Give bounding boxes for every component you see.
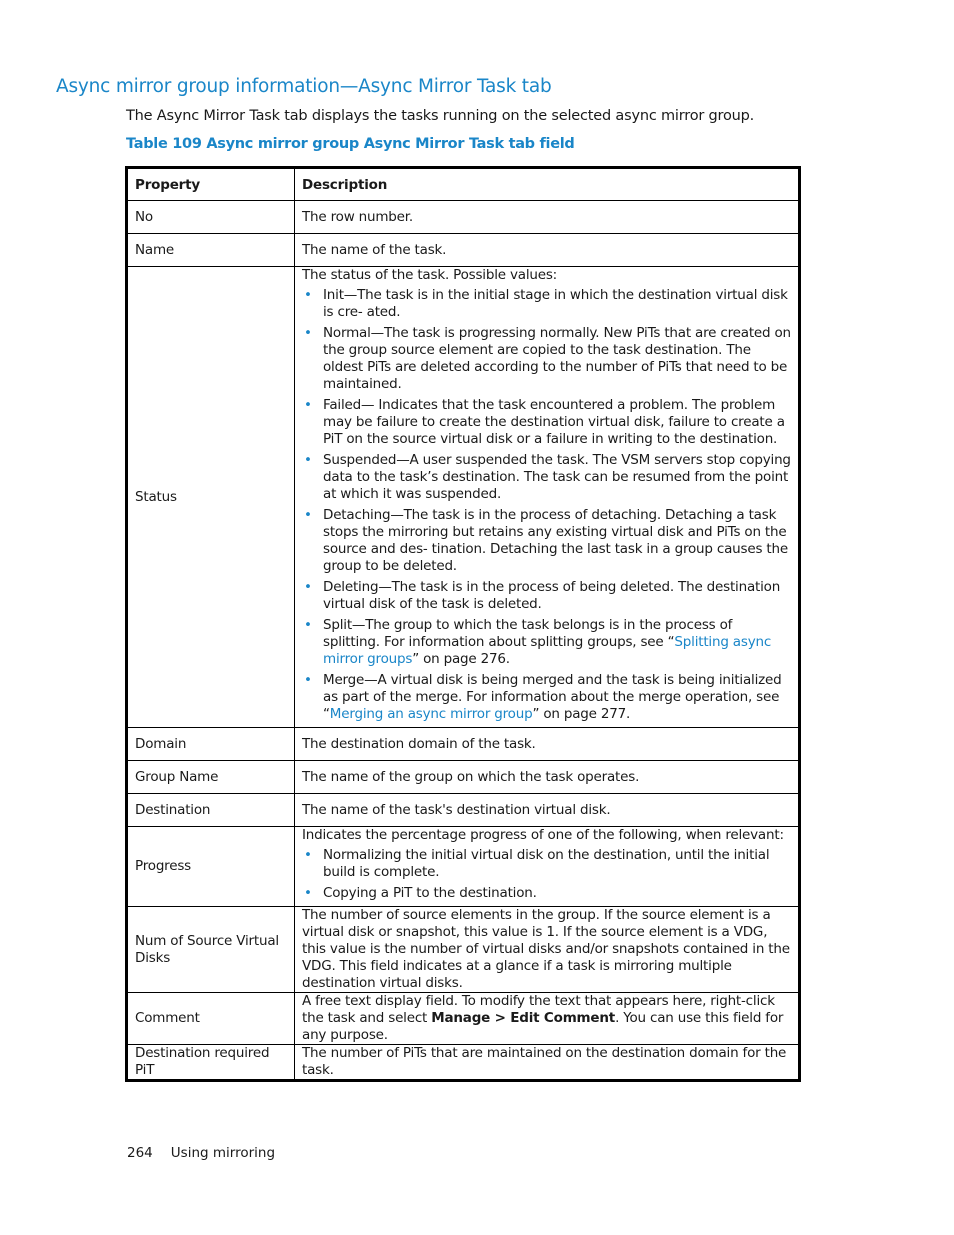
table-caption: Table 109 Async mirror group Async Mirror Task tab field [126, 136, 575, 152]
properties-table [125, 166, 801, 1082]
description-cell: The name of the group on which the task operates. [295, 761, 800, 794]
progress-values-list [302, 847, 792, 902]
list-item: • Suspended—A user suspended the task. The VSM servers stop copying data to the task’s destination. The task can be resumed from the point at which it was suspended. [316, 452, 792, 503]
intro-paragraph: The Async Mirror Task tab displays the tasks running on the selected async mirror group. [126, 108, 755, 124]
list-item: • Failed— Indicates that the task encountered a problem. The problem may be failure to create the destination virtual disk, failure to create a PiT on the source virtual disk or a failure in writing to the destination. [316, 397, 792, 448]
property-cell: Domain [127, 728, 295, 761]
header-property: Property [127, 168, 295, 201]
table-row [127, 1045, 800, 1081]
merging-group-link[interactable]: Merging an async mirror group [329, 706, 533, 722]
table-row [127, 728, 800, 761]
list-item: • Copying a PiT to the destination. [316, 885, 792, 902]
comment-text: A free text display field. To modify the text that appears here, right-click the task and select [302, 993, 775, 1026]
property-cell: Num of Source Virtual Disks [127, 907, 295, 993]
table-row [127, 234, 800, 267]
description-cell: The row number. [295, 201, 800, 234]
list-item: • Normal—The task is progressing normally. New PiTs that are created on the group source element are copied to the task destination. The oldest PiTs are deleted according to the number of PiTs that need to be maintained. [316, 325, 792, 393]
menu-path: Manage > Edit Comment [431, 1010, 616, 1026]
table-row [127, 794, 800, 827]
split-text: Split—The group to which the task belongs is in the process of splitting. For information about splitting groups, see “ [323, 617, 733, 650]
property-cell: Destination required PiT [127, 1045, 295, 1081]
property-cell: Progress [127, 827, 295, 907]
status-intro: The status of the task. Possible values: [302, 267, 558, 283]
property-cell: No [127, 201, 295, 234]
table-row [127, 267, 800, 728]
description-cell: The name of the task's destination virtual disk. [295, 794, 800, 827]
table-row [127, 761, 800, 794]
list-item: • Normalizing the initial virtual disk on the destination, until the initial build is complete. [316, 847, 792, 881]
merge-text-end: ” on page 277. [532, 706, 631, 722]
merge-text: Merge—A virtual disk is being merged and the task is being initialized as part of the merge. For information about the merge operation, see “ [323, 672, 782, 722]
list-item: • Init—The task is in the initial stage in which the destination virtual disk is cre- ated. [316, 287, 792, 321]
section-heading: Async mirror group information—Async Mirror Task tab [56, 76, 552, 97]
property-cell: Destination [127, 794, 295, 827]
description-cell [295, 827, 800, 907]
table-header-row [127, 168, 800, 201]
table-row [127, 993, 800, 1045]
page-number: 264 [127, 1145, 153, 1161]
property-cell: Group Name [127, 761, 295, 794]
splitting-groups-link[interactable]: Splitting async mirror groups [323, 634, 772, 667]
header-description: Description [295, 168, 800, 201]
table-row [127, 201, 800, 234]
description-cell [295, 267, 800, 728]
table-row [127, 827, 800, 907]
progress-intro: Indicates the percentage progress of one of the following, when relevant: [302, 827, 784, 843]
description-cell [295, 993, 800, 1045]
property-cell: Status [127, 267, 295, 728]
page-footer [127, 1145, 275, 1161]
list-item: • Detaching—The task is in the process of detaching. Detaching a task stops the mirroring but retains any existing virtual disk and PiTs on the source and des- tination. Detaching the last task in a group causes the group to be deleted. [316, 507, 792, 575]
description-cell: The name of the task. [295, 234, 800, 267]
table-row [127, 907, 800, 993]
split-text-end: ” on page 276. [412, 651, 510, 667]
list-item [316, 672, 792, 723]
property-cell: Name [127, 234, 295, 267]
status-values-list [302, 287, 792, 723]
description-cell: The number of PiTs that are maintained on the destination domain for the task. [295, 1045, 800, 1081]
list-item: • Deleting—The task is in the process of being deleted. The destination virtual disk of the task is deleted. [316, 579, 792, 613]
list-item [316, 617, 792, 668]
comment-text-end: . You can use this field for any purpose. [302, 1010, 784, 1043]
description-cell: The destination domain of the task. [295, 728, 800, 761]
footer-section: Using mirroring [170, 1145, 276, 1161]
property-cell: Comment [127, 993, 295, 1045]
description-cell: The number of source elements in the group. If the source element is a virtual disk or snapshot, this value is 1. If the source element is a VDG, this value is the number of virtual disks and/or snapshots contained in the VDG. This field indicates at a glance if a task is mirroring multiple destination virtual disks. [295, 907, 800, 993]
